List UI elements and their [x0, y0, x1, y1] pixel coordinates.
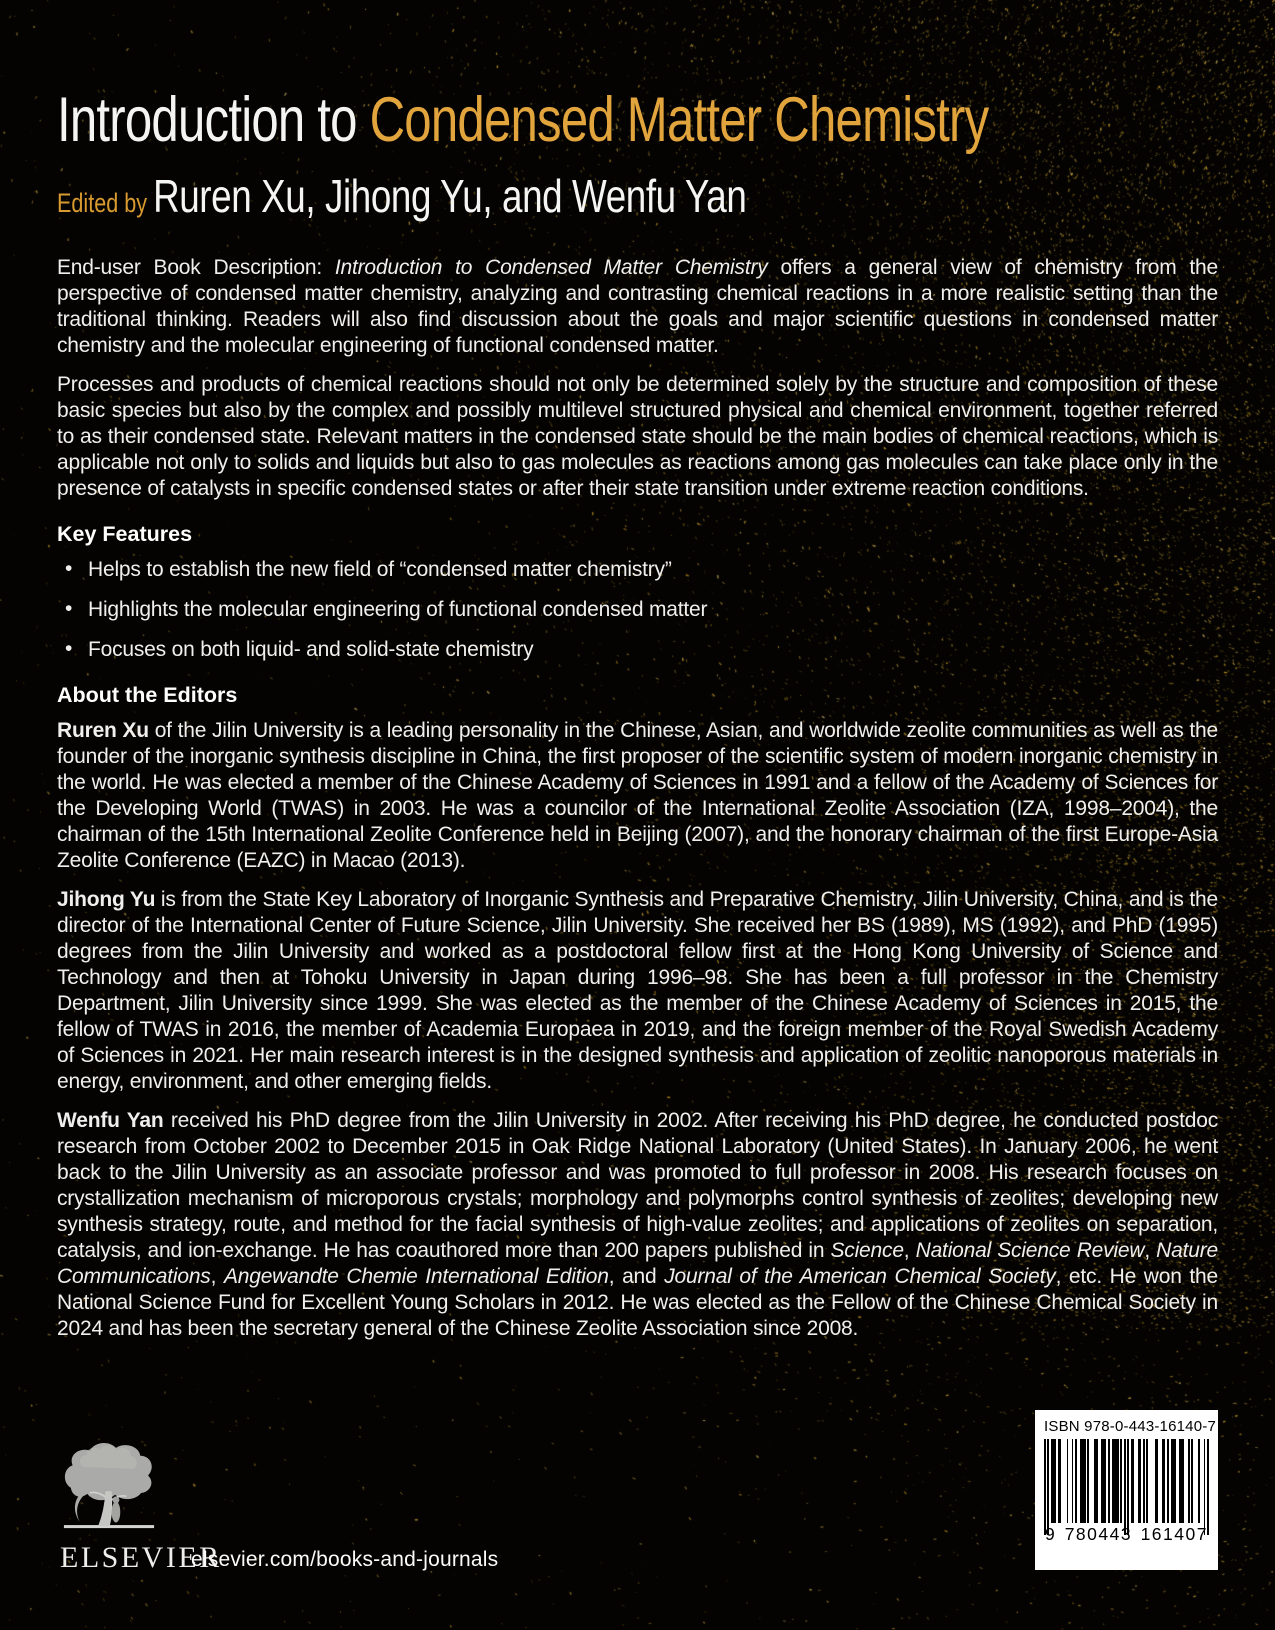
isbn-label: ISBN 978-0-443-16140-7 — [1044, 1418, 1217, 1435]
book-title-white-part: Introduction to — [57, 85, 370, 155]
barcode-digit-group: 9 — [1045, 1524, 1057, 1544]
elsevier-tree-icon — [53, 1441, 165, 1545]
elsevier-wordmark: ELSEVIER — [60, 1541, 222, 1574]
book-title-gold-part: Condensed Matter Chemistry — [369, 85, 989, 155]
feature-item — [57, 637, 1218, 663]
about-editors-heading: About the Editors — [57, 683, 238, 708]
bullet-icon: • — [65, 637, 73, 661]
elsevier-tree-logo — [53, 1441, 165, 1545]
editor-names: Ruren Xu, Jihong Yu, and Wenfu Yan — [153, 170, 747, 223]
publisher-url: elsevier.com/books-and-journals — [191, 1548, 499, 1571]
description-paragraph-2: Processes and products of chemical reactions should not only be determined solely by the structure and composition of these basic species but also by the complex and possibly multilevel structured physical and chemical environment, together referred to as their condensed state. Relevant matters in the condensed state should be the main bodies of chemical reactions, which is applicable not only to solids and liquids but also to gas molecules as reactions among gas molecules can take place only in the presence of catalysts in specific condensed states or after their state transition under extreme reaction conditions. — [57, 373, 1218, 501]
cover-content — [57, 0, 1218, 1355]
editor-bio-jihong-yu: Jihong Yu is from the State Key Laboratory of Inorganic Synthesis and Preparative Chemistry, Jilin University, China, and is the director of the International Center of Future Science, Jilin University. She received her BS (1989), MS (1992), and PhD (1995) degrees from the Jilin University and worked as a postdoctoral fellow first at the Hong Kong University of Science and Technology and then at Tohoku University in Japan during 1996–98. She has been a full professor in the Chemistry Department, Jilin University since 1999. She was elected as the member of the Chinese Academy of Sciences in 2015, the fellow of TWAS in 2016, the member of Academia Europaea in 2019, and the foreign member of the Royal Swedish Academy of Sciences in 2021. Her main research interest is in the designed synthesis and application of zeolitic nanoporous materials in energy, environment, and other emerging fields. — [57, 888, 1219, 1094]
feature-item-text: Highlights the molecular engineering of functional condensed matter — [88, 598, 708, 622]
barcode-digit-group: 161407 — [1140, 1524, 1208, 1544]
feature-item — [57, 597, 1218, 623]
feature-item-text: Focuses on both liquid- and solid-state chemistry — [88, 638, 534, 662]
key-features-heading: Key Features — [57, 522, 193, 547]
barcode-digits — [1044, 1524, 1209, 1545]
editor-bio-ruren-xu: Ruren Xu of the Jilin University is a leading personality in the Chinese, Asian, and worldwide zeolite communities as well as the founder of the inorganic synthesis discipline in China, the first proposer of the scientific system of modern inorganic chemistry in the world. He was elected a member of the Chinese Academy of Sciences in 1991 and a fellow of the Academy of Sciences for the Developing World (TWAS) in 2003. He was a councilor of the International Zeolite Association (IZA, 1998–2004), the chairman of the 15th International Zeolite Conference held in Beijing (2007), and the honorary chairman of the first Europe-Asia Zeolite Conference (EAZC) in Macao (2013). — [57, 719, 1218, 873]
feature-item-text: Helps to establish the new field of “condensed matter chemistry” — [88, 558, 672, 582]
book-title — [57, 86, 1218, 155]
byline — [57, 169, 1218, 223]
description-paragraph-1: End-user Book Description: Introduction to Condensed Matter Chemistry offers a general view of chemistry from the perspective of condensed matter chemistry, analyzing and contrasting chemical reactions in a more realistic setting than the traditional thinking. Readers will also find discussion about the goals and major scientific questions in condensed matter chemistry and the molecular engineering of functional condensed matter. — [57, 256, 1218, 358]
bullet-icon: • — [65, 597, 73, 621]
barcode-bars — [1044, 1439, 1209, 1535]
editor-bio-wenfu-yan: Wenfu Yan received his PhD degree from the Jilin University in 2002. After receiving his PhD degree, he conducted postdoc research from October 2002 to December 2015 in Oak Ridge National Laboratory (United States). In January 2006, he went back to the Jilin University as an associate professor and was promoted to full professor in 2008. His research focuses on crystallization mechanism of microporous crystals; morphology and polymorphs control synthesis of zeolites; developing new synthesis strategy, route, and method for the facial synthesis of high-value zeolites; and applications of zeolites on separation, catalysis, and ion-exchange. He has coauthored more than 200 papers published in Science, National Science Review, Nature Communications, Angewandte Chemie International Edition, and Journal of the American Chemical Society, etc. He won the National Science Fund for Excellent Young Scholars in 2012. He was elected as the Fellow of the Chinese Chemical Society in 2024 and has been the secretary general of the Chinese Zeolite Association since 2008. — [57, 1109, 1219, 1341]
bullet-icon: • — [65, 557, 73, 581]
edited-by-label: Edited by — [57, 188, 154, 219]
isbn-barcode — [1035, 1410, 1218, 1570]
barcode-digit-group: 780443 — [1064, 1524, 1133, 1544]
feature-item — [57, 557, 1218, 583]
key-features-list — [57, 557, 1218, 663]
